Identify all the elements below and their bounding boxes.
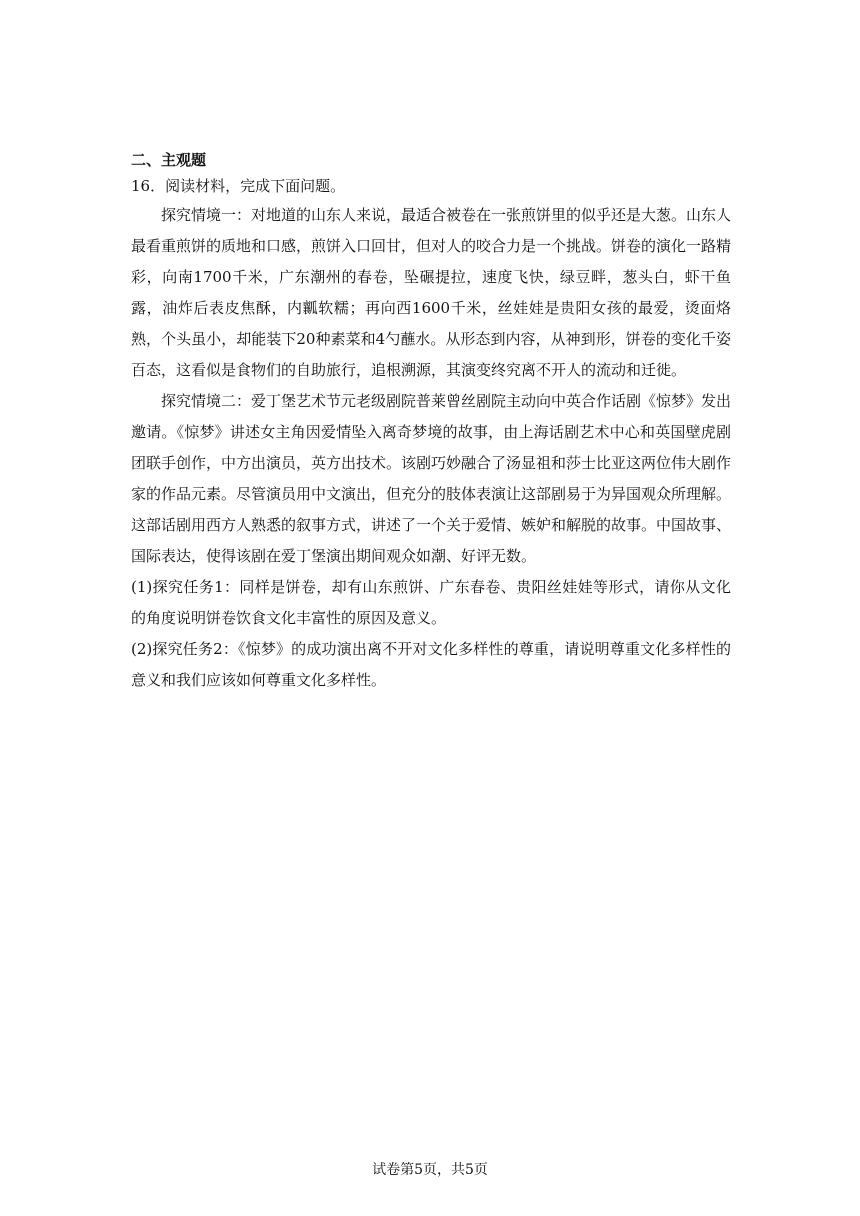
scenario-paragraph-2: 探究情境二：爱丁堡艺术节元老级剧院普莱曾丝剧院主动向中英合作话剧《惊梦》发出邀请。《惊梦》讲述女主角因爱情坠入离奇梦境的故事，由上海话剧艺术中心和英国壁虎剧团联手创作，中方出演员，英方出技术。该剧巧妙融合了汤显祖和莎士比亚这两位伟大剧作家的作品元素。尽管演员用中文演出，但充分的肢体表演让这部剧易于为异国观众所理解。这部话剧用西方人熟悉的叙事方式，讲述了一个关于爱情、嫉妒和解脱的故事。中国故事、国际表达，使得该剧在爱丁堡演出期间观众如潮、好评无数。 [131, 392, 732, 565]
page-footer: 试卷第5页，共5页 [372, 1162, 488, 1178]
task-1: (1)探究任务1：同样是饼卷，却有山东煎饼、广东春卷、贵阳丝娃娃等形式，请你从文化的角度说明饼卷饮食文化丰富性的原因及意义。 [131, 578, 731, 627]
scenario-paragraph-1: 探究情境一：对地道的山东人来说，最适合被卷在一张煎饼里的似乎还是大葱。山东人最看重煎饼的质地和口感，煎饼入口回甘，但对人的咬合力是一个挑战。饼卷的演化一路精彩，向南1700千米，广东潮州的春卷，坠碾提拉，速度飞快，绿豆畔，葱头白，虾干鱼露，油炸后表皮焦酥，内瓤软糯；再向西1600千米，丝娃娃是贵阳女孩的最爱，烫面烙熟，个头虽小，却能装下20种素菜和4勺蘸水。从形态到内容，从神到形，饼卷的变化千姿百态，这看似是食物们的自助旅行，追根溯源，其演变终究离不开人的流动和迁徙。 [131, 206, 732, 379]
question-number-line: 16．阅读材料，完成下面问题。 [131, 177, 346, 195]
section-title: 二、主观题 [131, 151, 207, 169]
question-content [131, 148, 731, 696]
task-2: (2)探究任务2：《惊梦》的成功演出离不开对文化多样性的尊重，请说明尊重文化多样性的意义和我们应该如何尊重文化多样性。 [131, 640, 731, 689]
